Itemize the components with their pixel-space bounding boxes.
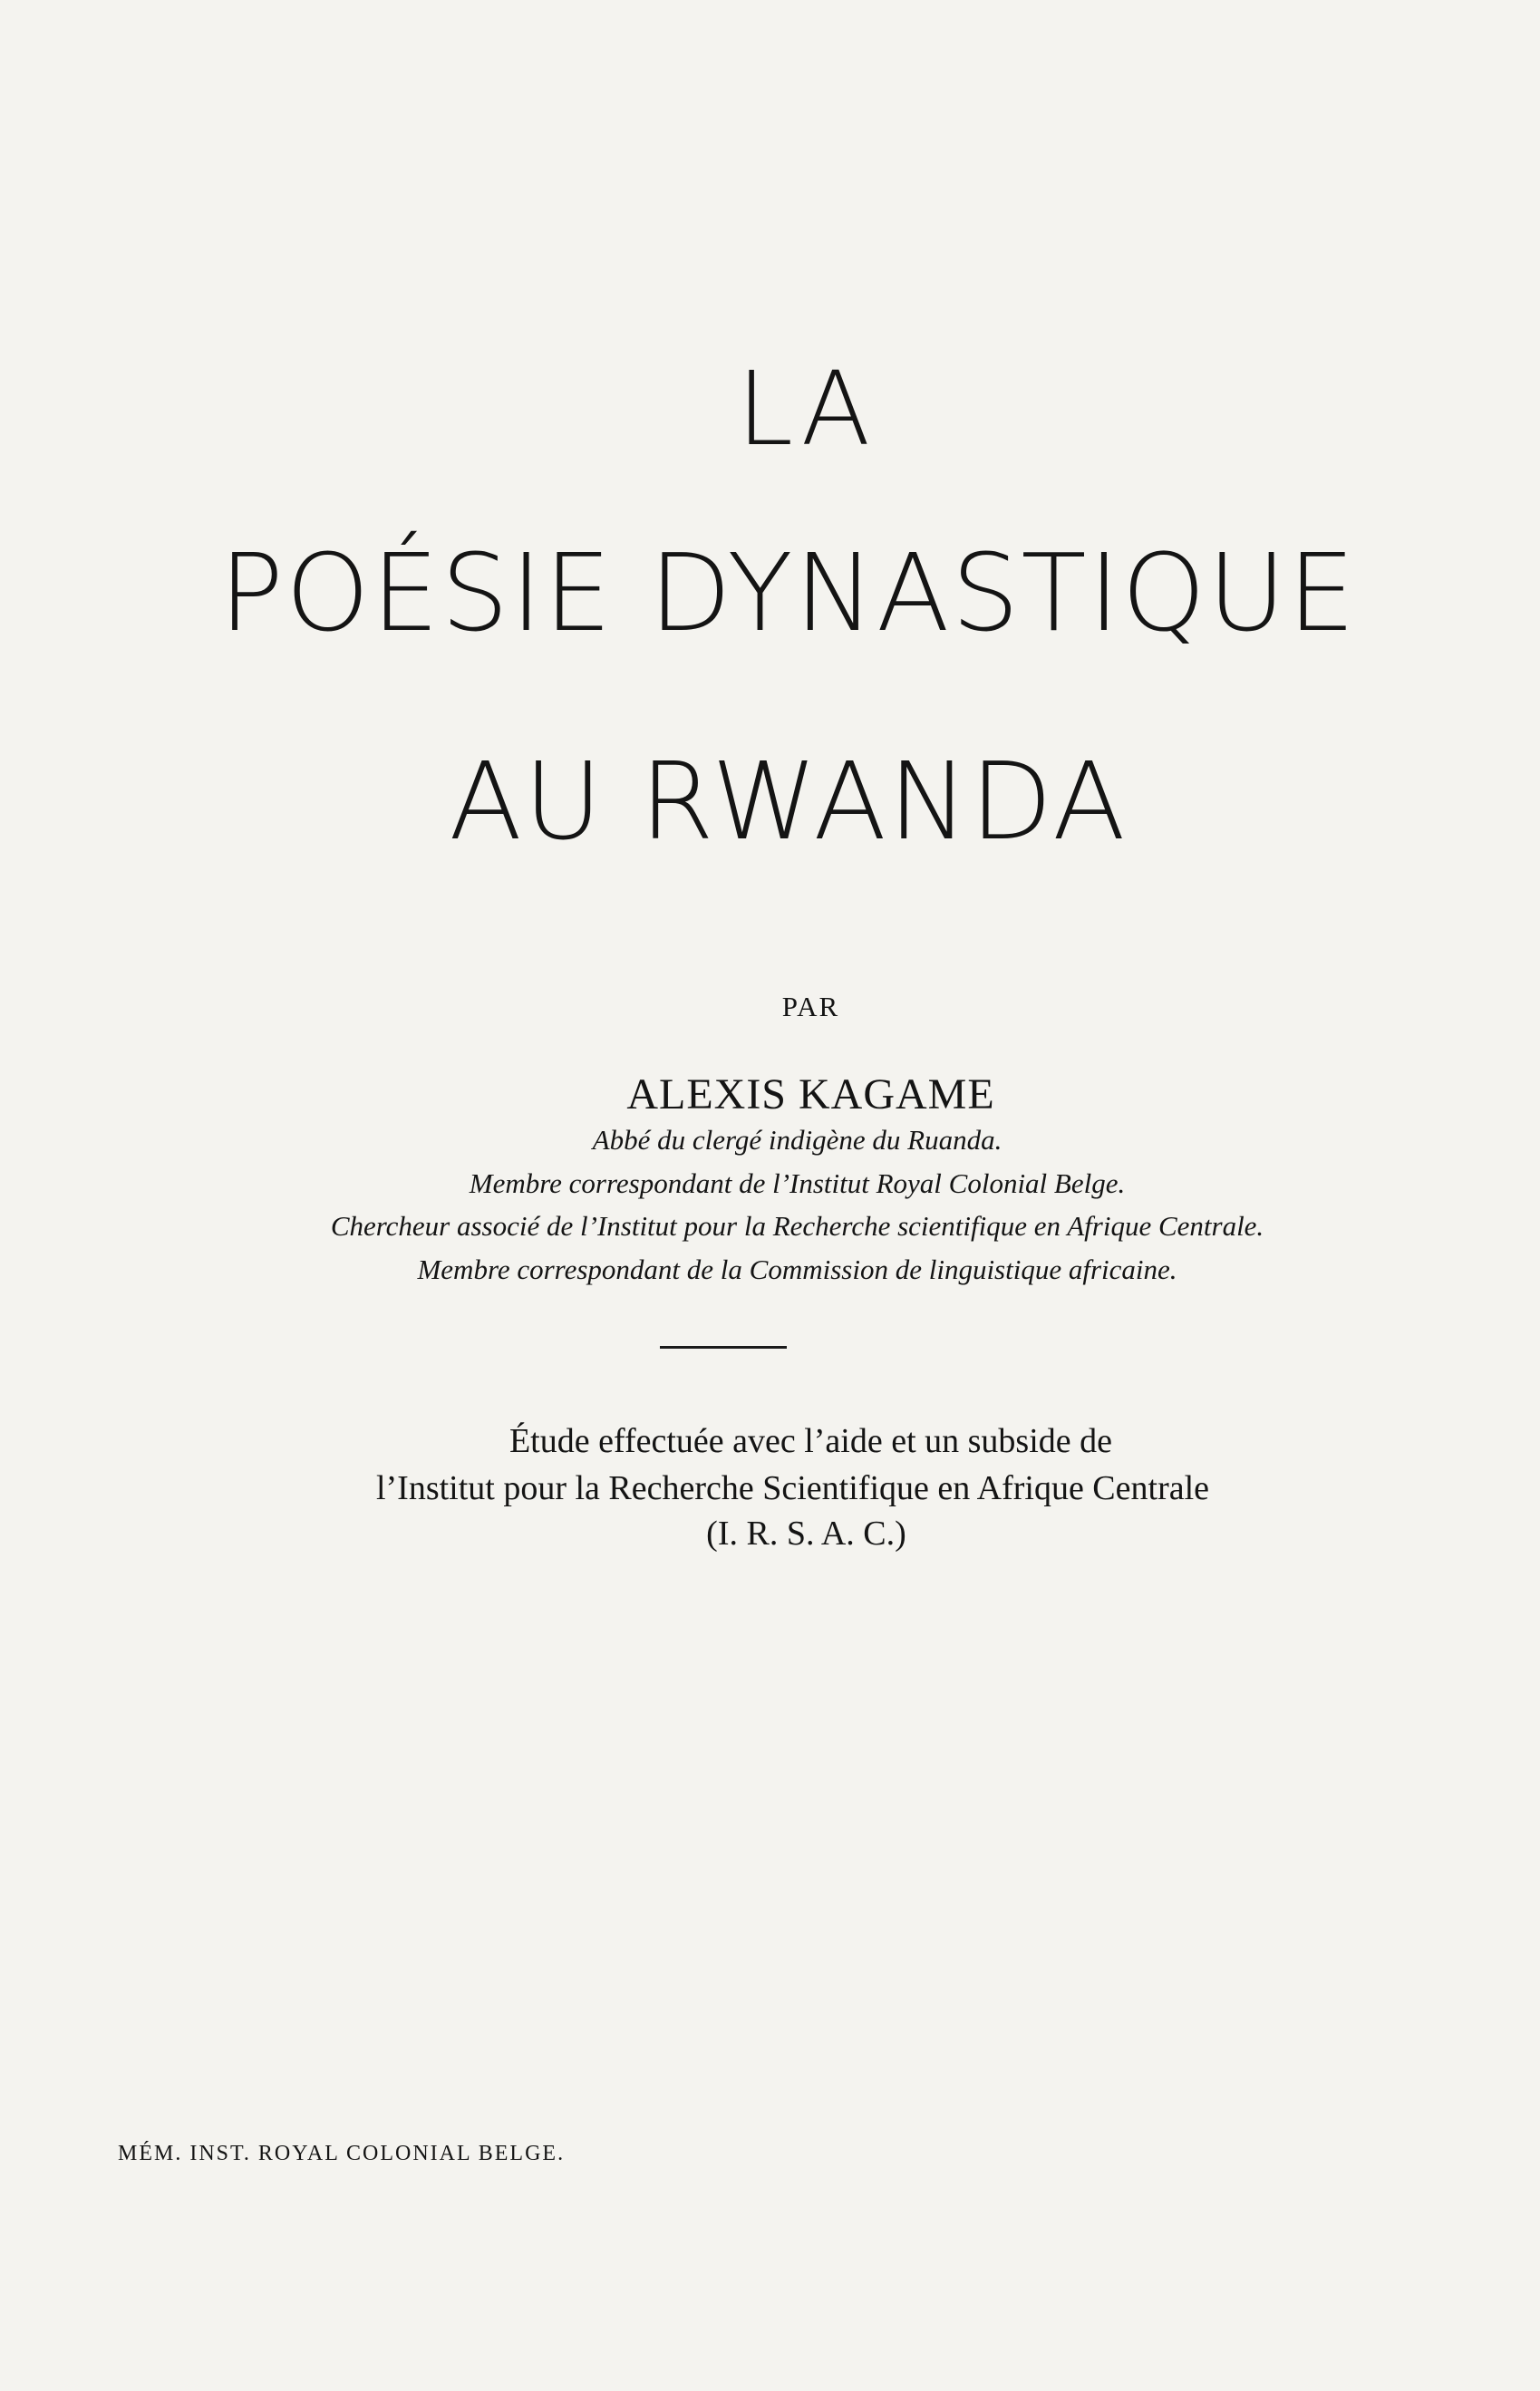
study-note-line-2: l’Institut pour la Recherche Scientifique en Afrique Centrale xyxy=(375,1469,1210,1507)
by-label: PAR xyxy=(781,991,840,1022)
affiliation-2: Membre correspondant de l’Institut Royal Colonial Belge. xyxy=(469,1167,1126,1199)
title-line-3: AU RWANDA xyxy=(449,739,1128,864)
author-name: ALEXIS KAGAME xyxy=(626,1070,995,1118)
title-line-2: POÉSIE DYNASTIQUE xyxy=(218,530,1358,655)
section-divider xyxy=(660,1346,787,1349)
footer-publication: MÉM. INST. ROYAL COLONIAL BELGE. xyxy=(118,2142,566,2165)
affiliation-3: Chercheur associé de l’Institut pour la Recherche scientifique en Afrique Centrale. xyxy=(330,1210,1264,1242)
affiliation-4: Membre correspondant de la Commission de linguistique africaine. xyxy=(417,1254,1177,1285)
study-note-line-1: Étude effectuée avec l’aide et un subside de xyxy=(508,1422,1113,1460)
title-line-1: LA xyxy=(736,351,877,469)
study-note-line-3: (I. R. S. A. C.) xyxy=(706,1515,906,1553)
affiliation-1: Abbé du clergé indigène du Ruanda. xyxy=(592,1124,1002,1156)
